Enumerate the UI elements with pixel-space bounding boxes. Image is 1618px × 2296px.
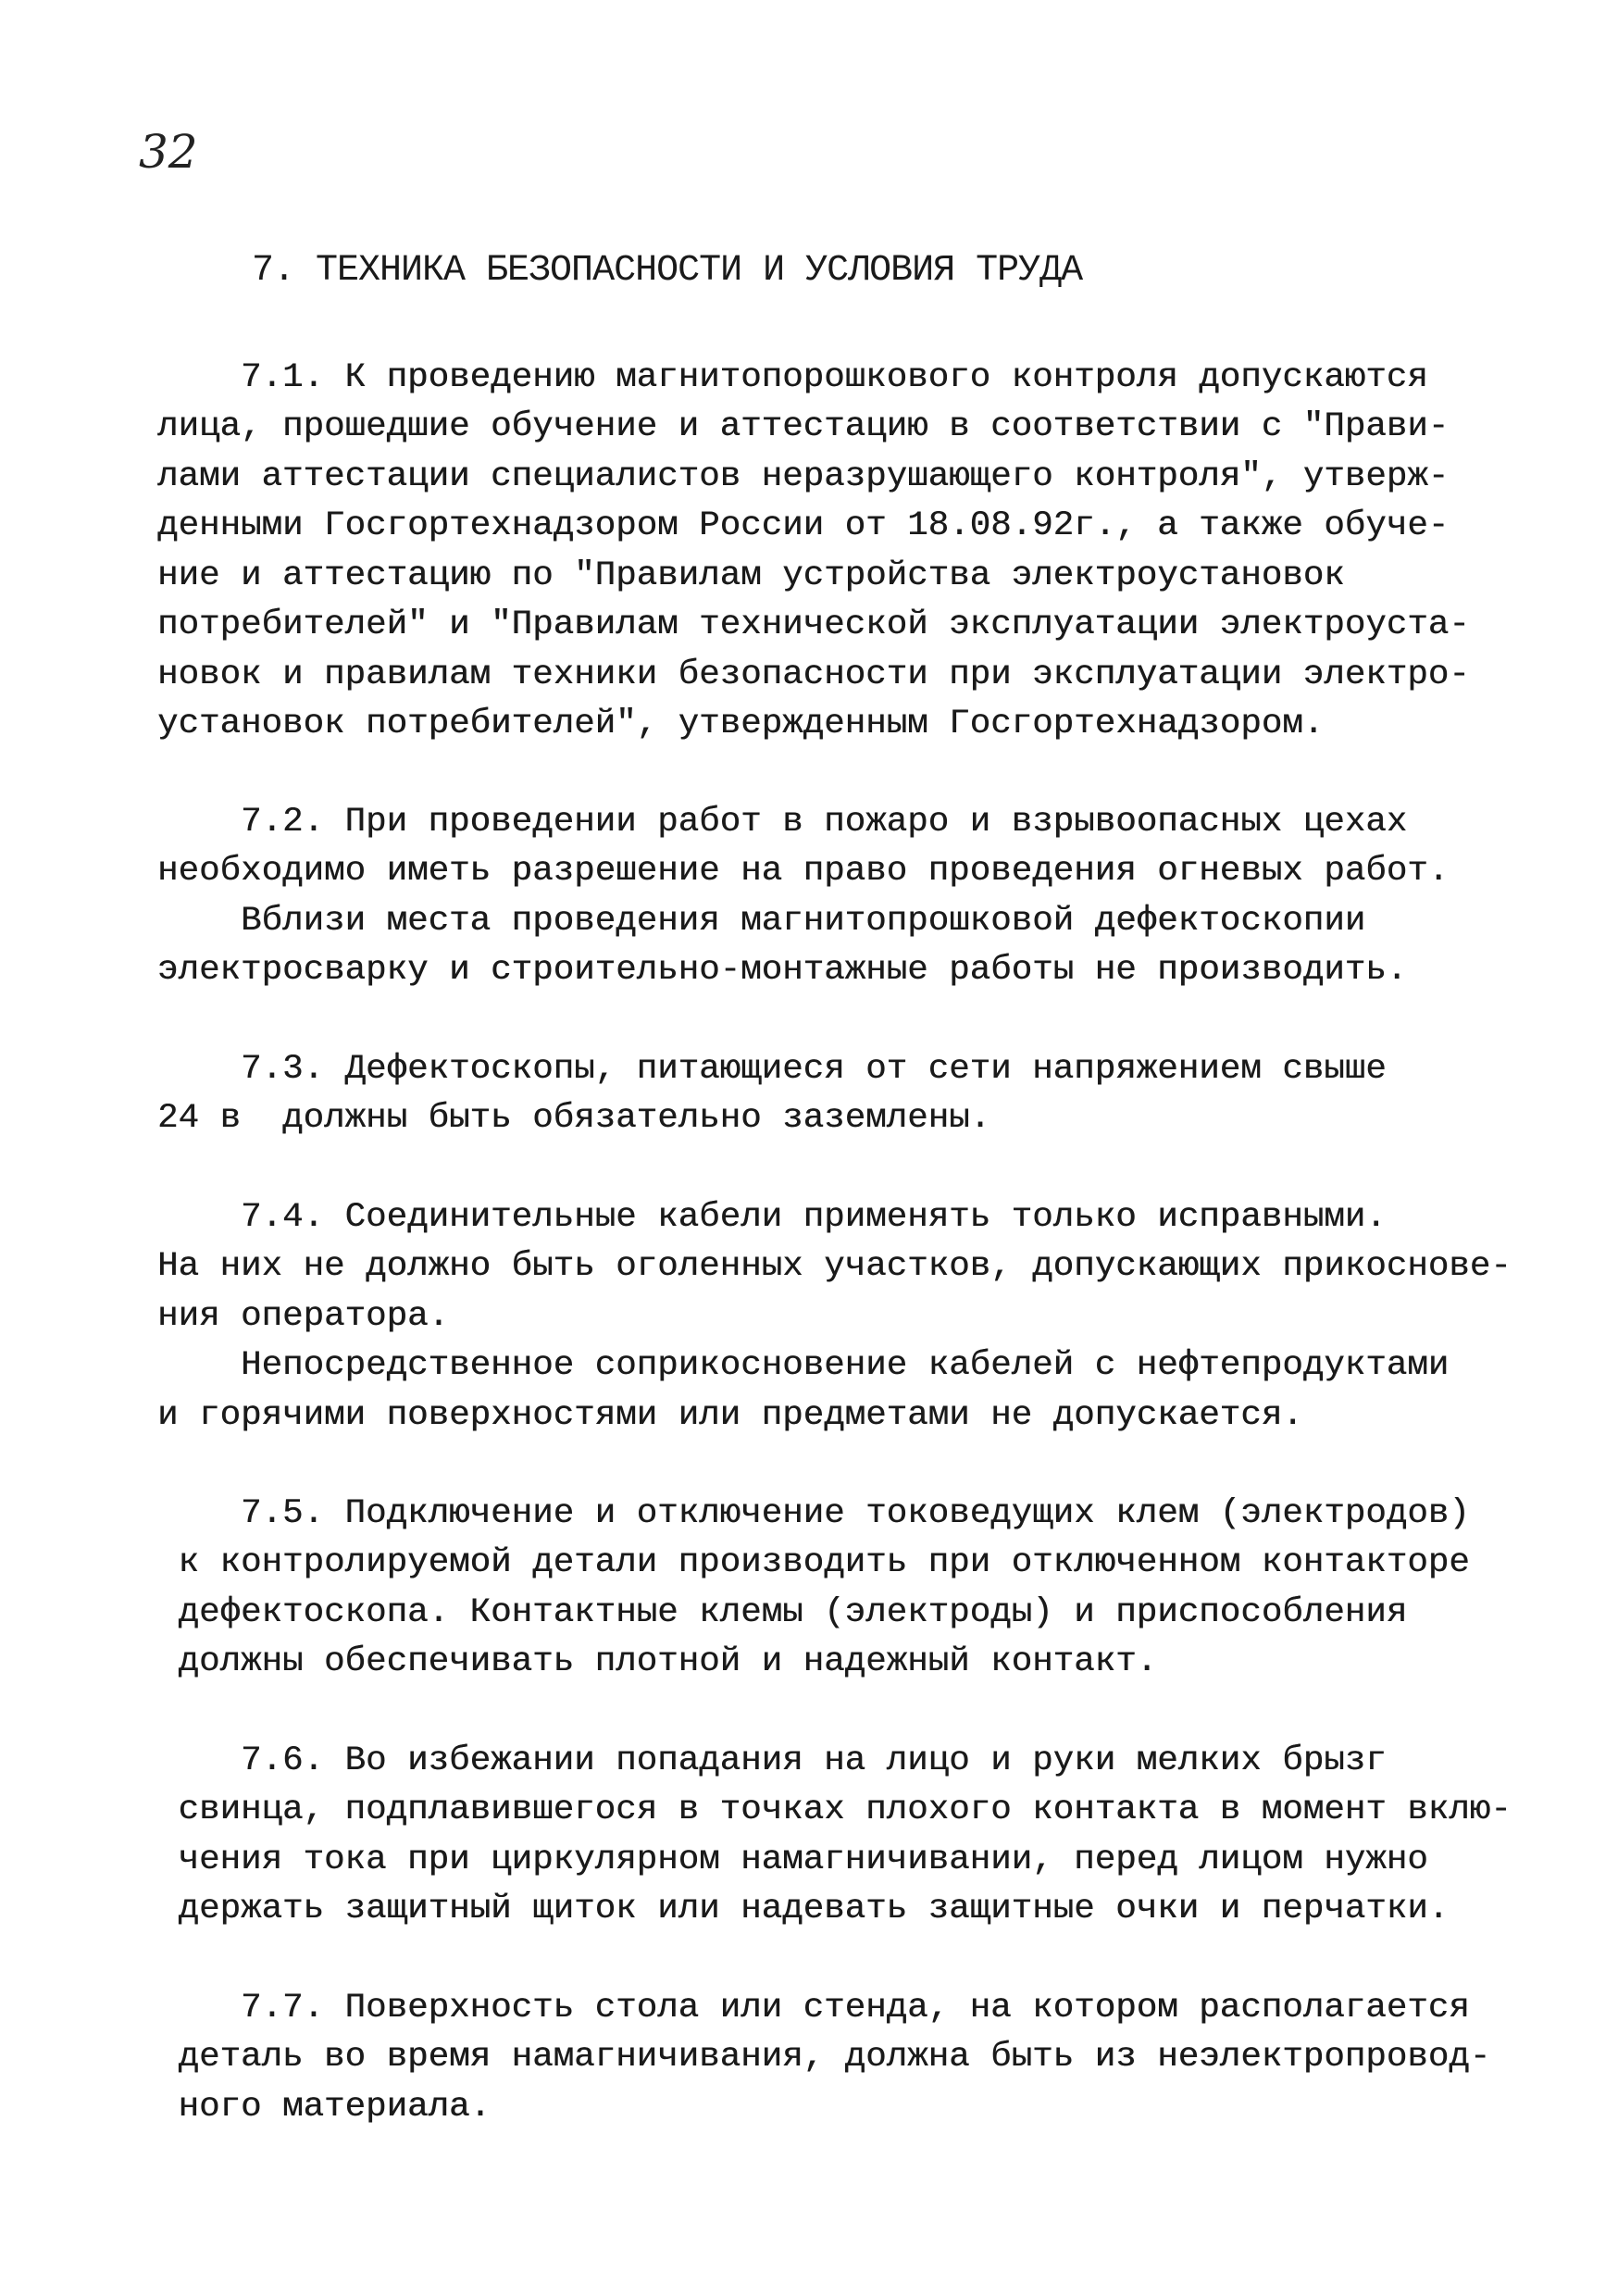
text-line: 7.4. Соединительные кабели применять только исправными. (157, 1198, 1387, 1237)
text-line: ние и аттестацию по "Правилам устройства электроустановок (157, 556, 1345, 595)
text-line: должны обеспечивать плотной и надежный контакт. (157, 1642, 1158, 1681)
text-line: 7.3. Дефектоскопы, питающиеся от сети напряжением свыше (157, 1050, 1387, 1089)
page-number: 32 (139, 125, 198, 179)
text-line: ного материала. (157, 2088, 492, 2127)
text-line: деталь во время намагничивания, должна быть из неэлектропровод- (157, 2038, 1491, 2077)
text-line: Вблизи места проведения магнитопрошковой дефектоскопии (157, 902, 1366, 941)
text-line: чения тока при циркулярном намагничивании, перед лицом нужно (157, 1841, 1428, 1879)
text-line: новок и правилам техники безопасности при эксплуатации электро- (157, 655, 1470, 694)
text-line: 7.6. Во избежании попадания на лицо и руки мелких брызг (157, 1741, 1387, 1780)
text-line: к контролируемой детали производить при отключенном контакторе (157, 1543, 1470, 1582)
text-line: лица, прошедшие обучение и аттестацию в соответствии с "Прави- (157, 407, 1450, 446)
text-line: и горячими поверхностями или предметами не допускается. (157, 1396, 1303, 1435)
text-line: денными Госгортехнадзором России от 18.08.92г., а также обуче- (157, 506, 1450, 545)
text-line: 24 в должны быть обязательно заземлены. (157, 1099, 991, 1138)
section-heading: 7. ТЕХНИКА БЕЗОПАСНОСТИ И УСЛОВИЯ ТРУДА (252, 250, 1083, 292)
text-line: 7.5. Подключение и отключение токоведущих клем (электродов) (157, 1494, 1470, 1533)
text-line: На них не должно быть оголенных участков, допускающих прикоснове- (157, 1247, 1512, 1286)
text-line: держать защитный щиток или надевать защитные очки и перчатки. (157, 1890, 1450, 1928)
text-line: Непосредственное соприкосновение кабелей с нефтепродуктами (157, 1346, 1450, 1385)
text-line: электросварку и строительно-монтажные работы не производить. (157, 951, 1408, 990)
text-line: ния оператора. (157, 1297, 450, 1336)
text-line: необходимо иметь разрешение на право проведения огневых работ. (157, 852, 1450, 891)
text-line: 7.1. К проведению магнитопорошкового контроля допускаются (157, 358, 1428, 397)
text-line: дефектоскопа. Контактные клемы (электроды) и приспособления (157, 1593, 1408, 1632)
text-line: 7.7. Поверхность стола или стенда, на котором располагается (157, 1989, 1470, 2028)
text-line: 7.2. При проведении работ в пожаро и взрывоопасных цехах (157, 803, 1408, 842)
text-line: потребителей" и "Правилам технической эксплуатации электроуста- (157, 605, 1470, 644)
text-line: свинца, подплавившегося в точках плохого контакта в момент вклю- (157, 1791, 1512, 1829)
text-line: лами аттестации специалистов неразрушающего контроля", утверж- (157, 457, 1450, 496)
text-line: установок потребителей", утвержденным Госгортехнадзором. (157, 705, 1325, 743)
